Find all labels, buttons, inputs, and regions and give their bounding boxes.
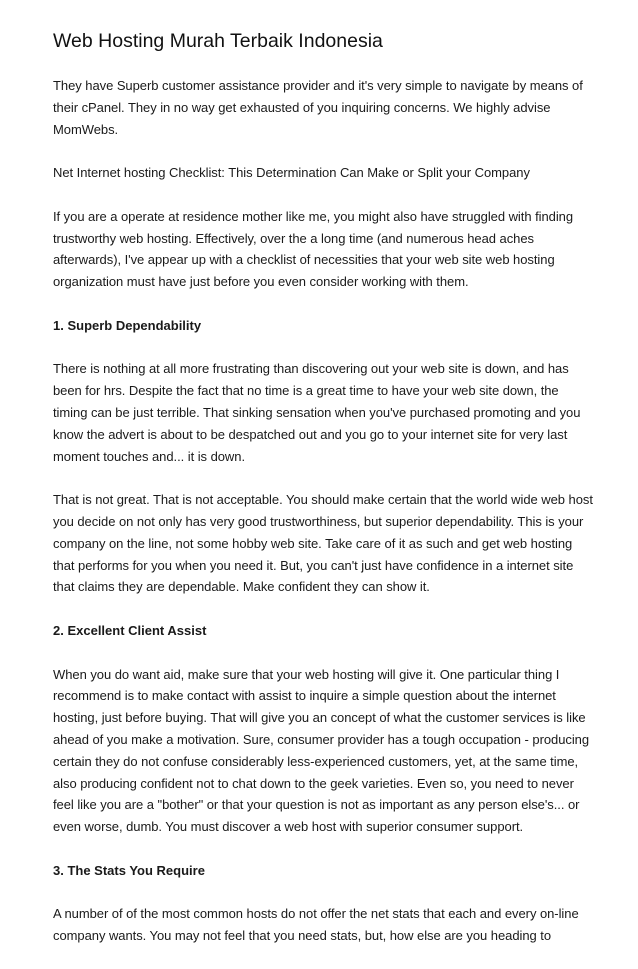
body-paragraph: That is not great. That is not acceptable. You should make certain that the world wide web host you decide on not only has very good trustworthiness, but superior dependability. This is your company on the line, not some hobby web site. Take care of it as such and get web hosting that performs for you when you need it. But, you can't just have confidence in a internet site that claims they are dependable. Make confident they can show it. [53, 492, 593, 595]
document-title: Web Hosting Murah Terbaik Indonesia [53, 30, 383, 52]
body-paragraph: If you are a operate at residence mother like me, you might also have struggled with finding trustworthy web hosting. Effectively, over the a long time (and numerous head aches afterwards), I've appear up with a checklist of necessities that your web site web hosting organization must have just before you even consider working with them. [53, 208, 574, 290]
intro-paragraph: They have Superb customer assistance provider and it's very simple to navigate by means of their cPanel. They in no way get exhausted of you inquiring concerns. We highly advise MomWebs. [53, 78, 583, 137]
body-paragraph: A number of of the most common hosts do not offer the net stats that each and every on-line company wants. You may not feel that you need stats, but, how else are you heading to [53, 906, 579, 944]
section-heading-dependability: 1. Superb Dependability [53, 317, 202, 333]
document-page [53, 28, 593, 969]
body-paragraph: When you do want aid, make sure that your web hosting will give it. One particular thing I recommend is to make contact with assist to inquire a simple question about the internet hosting, just before buying. That will give you an concept of what the customer services is like ahead of you make a motivation. Sure, consumer provider has a tough occupation - producing certain they do not confuse considerably less-experienced customers, yet, at the same time, also producing confident not to chat down to the geek varieties. Even so, you need to never feel like you are a "bother" or that your question is not as important as any person else's... or even worse, dumb. You must discover a web host with superior consumer support. [53, 666, 590, 835]
body-paragraph: There is nothing at all more frustrating than discovering out your web site is down, and has been for hrs. Despite the fact that no time is a great time to have your web site down, the timing can be just terrible. That sinking sensation when you've purchased promoting and you know the advert is about to be despatched out and you go to your internet site for very last moment touches and... it is down. [53, 361, 581, 464]
section-heading-client-assist: 2. Excellent Client Assist [53, 622, 207, 638]
section-heading-stats: 3. The Stats You Require [53, 862, 205, 878]
checklist-intro-line: Net Internet hosting Checklist: This Determination Can Make or Split your Company [53, 165, 530, 181]
